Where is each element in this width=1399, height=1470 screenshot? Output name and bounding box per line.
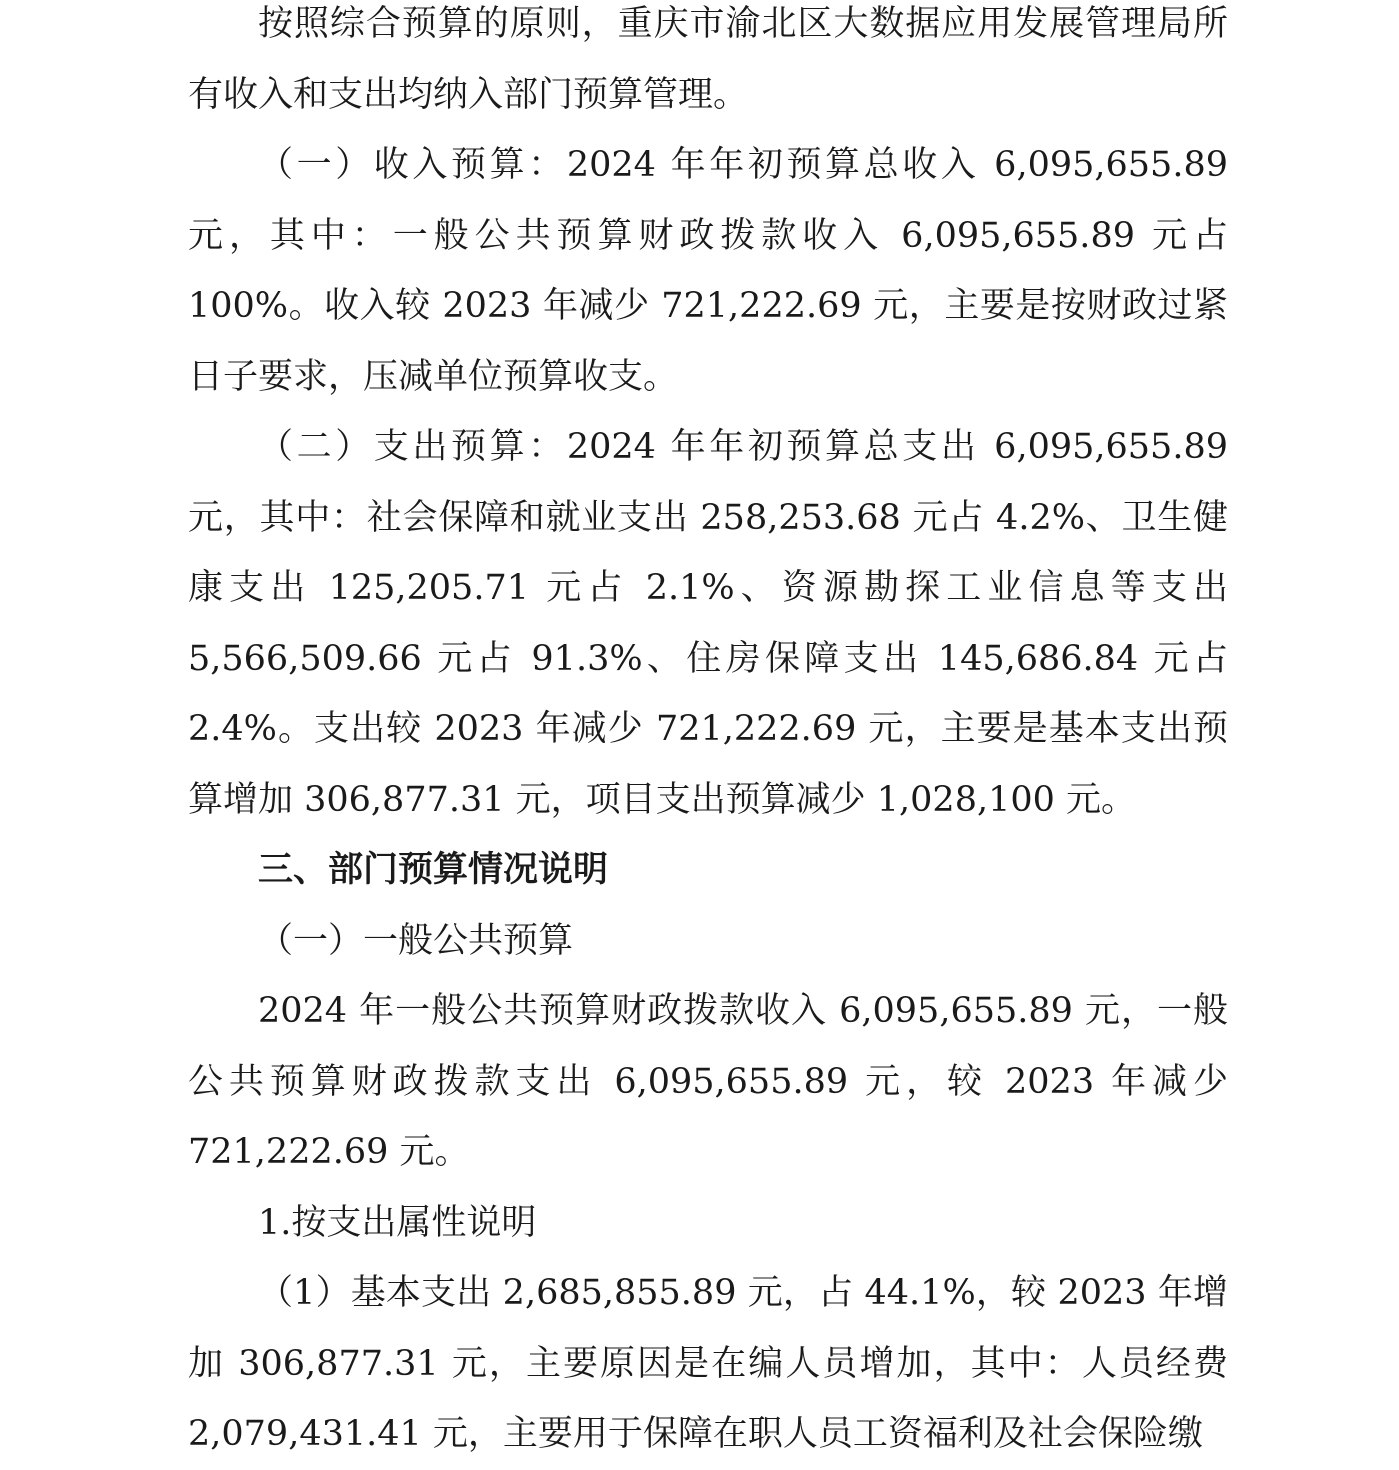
paragraph-by-expenditure-attribute: 1.按支出属性说明 xyxy=(258,1202,537,1243)
income-budget-lead: （一）收入预算： xyxy=(258,145,567,185)
expenditure-budget-lead: （二）支出预算： xyxy=(258,427,567,467)
paragraph-income-budget xyxy=(188,130,1228,412)
section-heading-3: 三、部门预算情况说明 xyxy=(258,850,609,890)
paragraph-general-budget-summary: 2024 年一般公共预算财政拨款收入 6,095,655.89 元，一般公共预算财政拨款支出 6,095,655.89 元，较 2023 年减少 721,222.69 元。 xyxy=(188,991,1228,1172)
subsection-heading-general-budget: （一）一般公共预算 xyxy=(258,920,574,961)
expenditure-budget-body: 2024 年年初预算总支出 6,095,655.89 元，其中：社会保障和就业支出 258,253.68 元占 4.2%、卫生健康支出 125,205.71 元占 2.1%、资源勘探工业信息等支出 5,566,509.66 元占 91.3%、住房保障支出 145,686.84 元占 2.4%。支出较 2023 年减少 721,222.69 元，主要是基本支出预算增加 306,877.31 元，项目支出预算减少 1,028,100 元。 xyxy=(188,427,1228,820)
income-budget-body: 2024 年年初预算总收入 6,095,655.89 元，其中：一般公共预算财政拨款收入 6,095,655.89 元占 100%。收入较 2023 年减少 721,222.69 元，主要是按财政过紧日子要求，压减单位预算收支。 xyxy=(188,145,1228,397)
paragraph-expenditure-budget xyxy=(188,412,1228,835)
paragraph-basic-expenditure: （1）基本支出 2,685,855.89 元，占 44.1%，较 2023 年增加 306,877.31 元，主要原因是在编人员增加，其中：人员经费 2,079,431.41 元，主要用于保障在职人员工资福利及社会保险缴 xyxy=(188,1273,1228,1454)
paragraph-budget-principle: 按照综合预算的原则，重庆市渝北区大数据应用发展管理局所有收入和支出均纳入部门预算管理。 xyxy=(188,4,1228,115)
document-body xyxy=(188,0,1228,1470)
